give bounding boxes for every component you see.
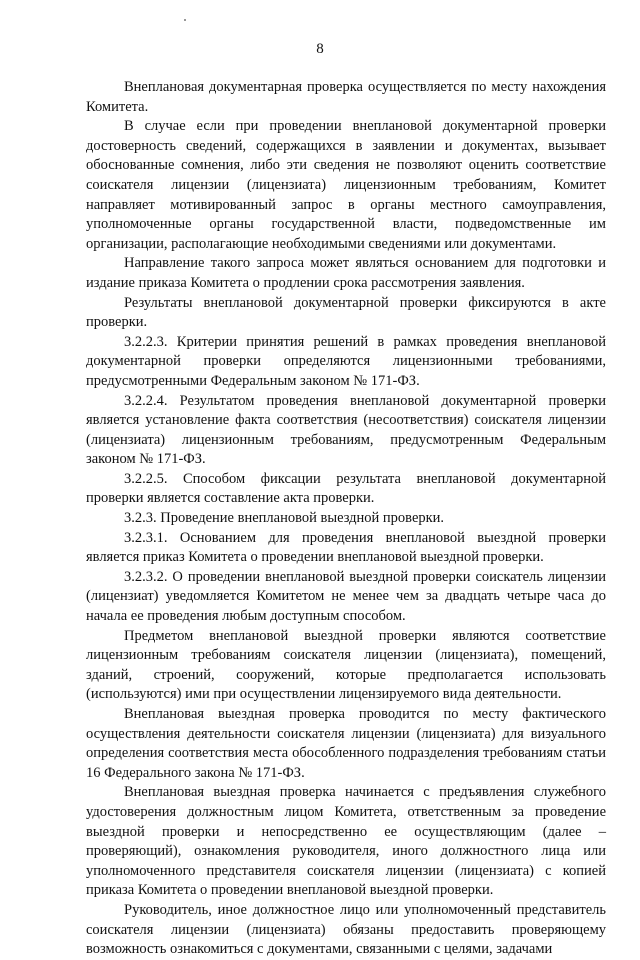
paragraph-subject: Предметом внеплановой выездной проверки являются соответствие лицензионным требованиям соискателя лицензии (лицензиата), помещений, зданий, строений, сооружений, которые предполагается использовать (используются) ими при осуществлении лицензируемого вида деятельности. xyxy=(86,627,606,703)
paragraph-obligations: Руководитель, иное должностное лицо или уполномоченный представитель соискателя лицензии (лицензиата) обязаны предоставить проверяющему возможность ознакомиться с документами, связанными с целями, задачами xyxy=(86,901,606,958)
paragraph-onsite-start: Внеплановая выездная проверка начинается с предъявления служебного удостоверения должностным лицом Комитета, ответственным за проведение выездной проверки и непосредственно ее осуществляющим (далее – проверяющий), ознакомления руководителя, иного должностного лица или уполномоченного представителя соискателя лицензии (лицензиата) с копией приказа Комитета о проведении внеплановой выездной проверки. xyxy=(86,784,606,899)
paragraph-location: Внеплановая документарная проверка осуществляется по месту нахождения Комитета. xyxy=(86,79,606,115)
paragraph-3-2-3-2: 3.2.3.2. О проведении внеплановой выездной проверки соискатель лицензии (лицензиат) уведомляется Комитетом не менее чем за двадцать четыре часа до начала ее проведения любым доступным способом. xyxy=(86,568,606,625)
paragraph-3-2-2-3: 3.2.2.3. Критерии принятия решений в рамках проведения внеплановой документарной проверки определяются лицензионными требованиями, предусмотренными Федеральным законом № 171-ФЗ. xyxy=(86,333,606,389)
paragraph-3-2-3: 3.2.3. Проведение внеплановой выездной проверки. xyxy=(124,510,445,527)
paragraph-3-2-2-4: 3.2.2.4. Результатом проведения внеплановой документарной проверки является установление факта соответствия (несоответствия) соискателя лицензии (лицензиата) лицензионным требованиям, предусмотренным Федеральным законом № 171-ФЗ. xyxy=(86,392,606,468)
paragraph-request-extension: Направление такого запроса может являться основанием для подготовки и издание приказа Комитета о продлении срока рассмотрения заявления. xyxy=(86,255,606,291)
scan-speck xyxy=(184,19,186,21)
paragraph-onsite-location: Внеплановая выездная проверка проводится по месту фактического осуществления деятельности соискателя лицензии (лицензиата) для визуального определения соответствия места обособленного подразделения требованиям статьи 16 Федерального закона № 171-ФЗ. xyxy=(86,706,606,781)
paragraph-3-2-3-1: 3.2.3.1. Основанием для проведения внеплановой выездной проверки является приказ Комитета о проведении внеплановой выездной проверки. xyxy=(86,529,606,566)
page-number: 8 xyxy=(316,41,324,57)
paragraph-3-2-2-5: 3.2.2.5. Способом фиксации результата внеплановой документарной проверки является составление акта проверки. xyxy=(86,470,606,507)
document-body xyxy=(86,78,606,960)
paragraph-request-grounds: В случае если при проведении внеплановой документарной проверки достоверность сведений, содержащихся в заявлении и документах, вызывает обоснованные сомнения, либо эти сведения не позволяют оценить соответствие соискателя лицензии (лицензиата) лицензионным требованиям, Комитет направляет мотивированный запрос в органы местного самоуправления, уполномоченные органы государственной власти, подведомственные им организации, располагающие необходимыми сведениями или документами. xyxy=(86,118,606,252)
paragraph-results-act: Результаты внеплановой документарной проверки фиксируются в акте проверки. xyxy=(86,294,606,331)
